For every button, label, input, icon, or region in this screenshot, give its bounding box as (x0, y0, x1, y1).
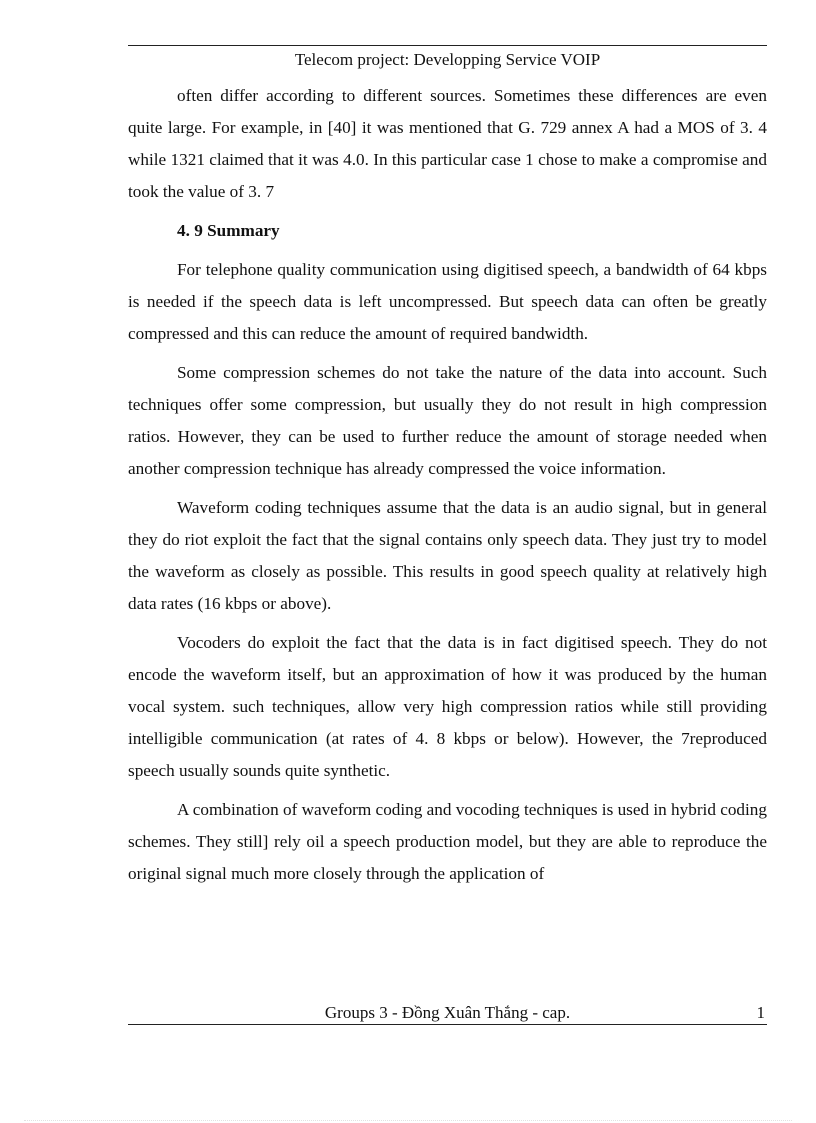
paragraph: Vocoders do exploit the fact that the data is in fact digitised speech. They do not encode the waveform itself, but an approximation of how it was produced by the human vocal system. such techniques, allow very high compression ratios while still providing intelligible communication (at rates of 4. 8 kbps or below). However, the 7reproduced speech usually sounds quite synthetic. (128, 633, 767, 780)
section-heading: 4. 9 Summary (177, 221, 280, 240)
running-header: Telecom project: Developping Service VOIP (294, 50, 601, 69)
paragraph: Waveform coding techniques assume that the data is an audio signal, but in general they do riot exploit the fact that the signal contains only speech data. They just try to model the waveform as closely as possible. This results in good speech quality at relatively high data rates (16 kbps or above). (128, 498, 767, 613)
paragraph: A combination of waveform coding and vocoding techniques is used in hybrid coding schemes. They still] rely oil a speech production model, but they are able to reproduce the original signal much more closely through the application of (128, 800, 767, 883)
paragraph: Some compression schemes do not take the nature of the data into account. Such techniques offer some compression, but usually they do not result in high compression ratios. However, they can be used to further reduce the amount of storage needed when another compression technique has already compressed the voice information. (128, 363, 767, 478)
header-rule (128, 45, 767, 46)
page-body (128, 80, 767, 897)
page-number: 1 (756, 1003, 765, 1022)
continued-paragraph: often differ according to different sources. Sometimes these differences are even quite large. For example, in [40] it was mentioned that G. 729 annex A had a MOS of 3. 4 while 1321 claimed that it was 4.0. In this particular case 1 chose to make a compromise and took the value of 3. 7 (128, 86, 767, 201)
paragraph: For telephone quality communication using digitised speech, a bandwidth of 64 kbps is needed if the speech data is left uncompressed. But speech data can often be greatly compressed and this can reduce the amount of required bandwidth. (128, 260, 767, 343)
footer-author: Groups 3 - Đồng Xuân Thắng - cap. (324, 1003, 571, 1022)
page-edge-divider (24, 1120, 792, 1121)
page-footer (128, 1001, 767, 1025)
footer-rule (128, 1024, 767, 1025)
